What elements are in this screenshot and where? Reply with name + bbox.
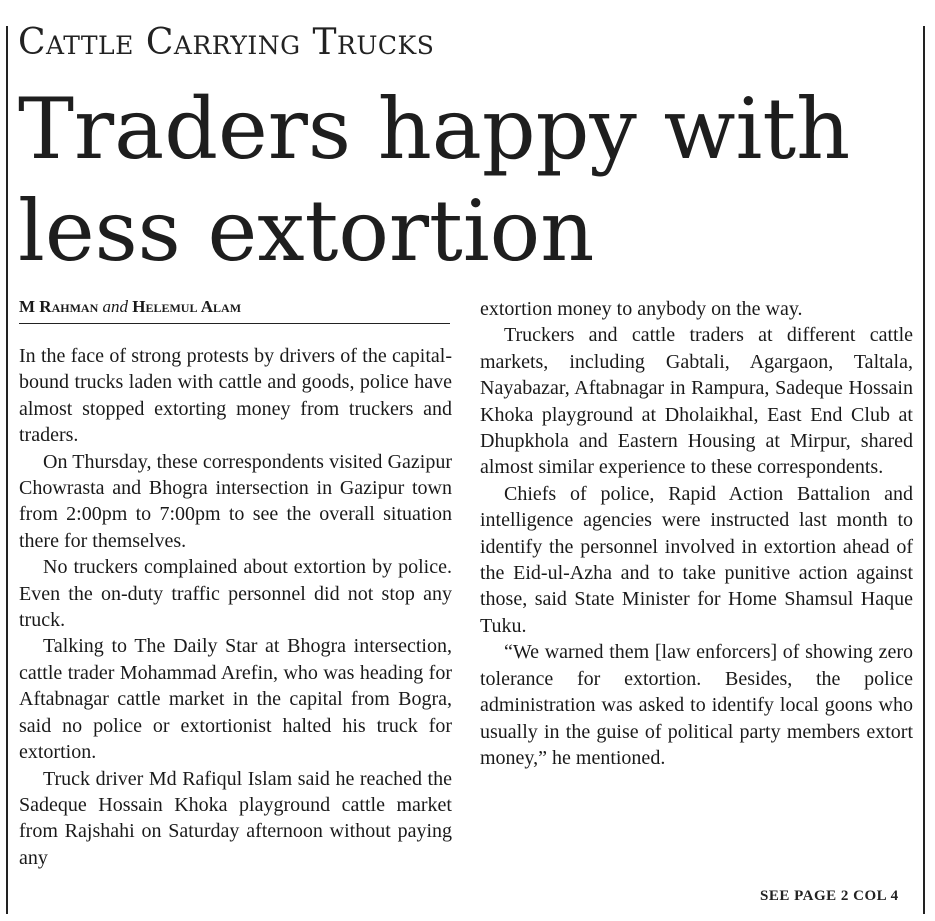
jump-line: SEE PAGE 2 COL 4 bbox=[760, 888, 899, 904]
paragraph: “We warned them [law enforcers] of showing zero tolerance for extortion. Besides, the police administration was asked to identify local goons who usually in the guise of political party members extort money,” he mentioned. bbox=[480, 641, 913, 769]
headline bbox=[18, 78, 918, 282]
paragraph: Talking to The Daily Star at Bhogra intersection, cattle trader Mohammad Arefin, who was heading for Aftabnagar cattle market in the capital from Bogra, said no police or extortionist halted his truck for extortion. bbox=[19, 635, 452, 764]
byline bbox=[19, 297, 450, 324]
left-column bbox=[19, 343, 452, 871]
paragraph: Chiefs of police, Rapid Action Battalion and intelligence agencies were instructed last month to identify the personnel involved in extortion ahead of the Eid-ul-Azha and to take punitive action against those, said State Minister for Home Shamsul Haque Tuku. bbox=[480, 482, 913, 637]
byline-author-1: M Rahman bbox=[19, 297, 99, 316]
paragraph: Truckers and cattle traders at different cattle markets, including Gabtali, Agargaon, Taltala, Nayabazar, Aftabnagar in Rampura, Sadeque Hossain Khoka playground at Dholaikhal, East End Club at Dhupkhola and Eastern Housing at Mirpur, shared almost similar experience to these correspondents. bbox=[480, 324, 913, 479]
paragraph: In the face of strong protests by drivers of the capital-bound trucks laden with cattle and goods, police have almost stopped extorting money from truckers and traders. bbox=[19, 345, 452, 447]
right-column-rule bbox=[923, 26, 925, 914]
headline-line-2: less extortion bbox=[18, 182, 595, 280]
byline-author-2: Helemul Alam bbox=[132, 297, 242, 316]
paragraph: Truck driver Md Rafiqul Islam said he reached the Sadeque Hossain Khoka playground cattle market from Rajshahi on Saturday afternoon without paying any bbox=[19, 767, 452, 869]
kicker: Cattle Carrying Trucks bbox=[18, 22, 435, 63]
paragraph: No truckers complained about extortion by police. Even the on-duty traffic personnel did not stop any truck. bbox=[19, 556, 452, 632]
byline-conjunction: and bbox=[102, 297, 128, 316]
right-column bbox=[480, 296, 913, 771]
paragraph: On Thursday, these correspondents visited Gazipur Chowrasta and Bhogra intersection in Gazipur town from 2:00pm to 7:00pm to see the overall situation there for themselves. bbox=[19, 450, 452, 552]
left-column-rule bbox=[6, 26, 8, 914]
headline-line-1: Traders happy with bbox=[18, 80, 851, 178]
paragraph: extortion money to anybody on the way. bbox=[480, 298, 803, 320]
